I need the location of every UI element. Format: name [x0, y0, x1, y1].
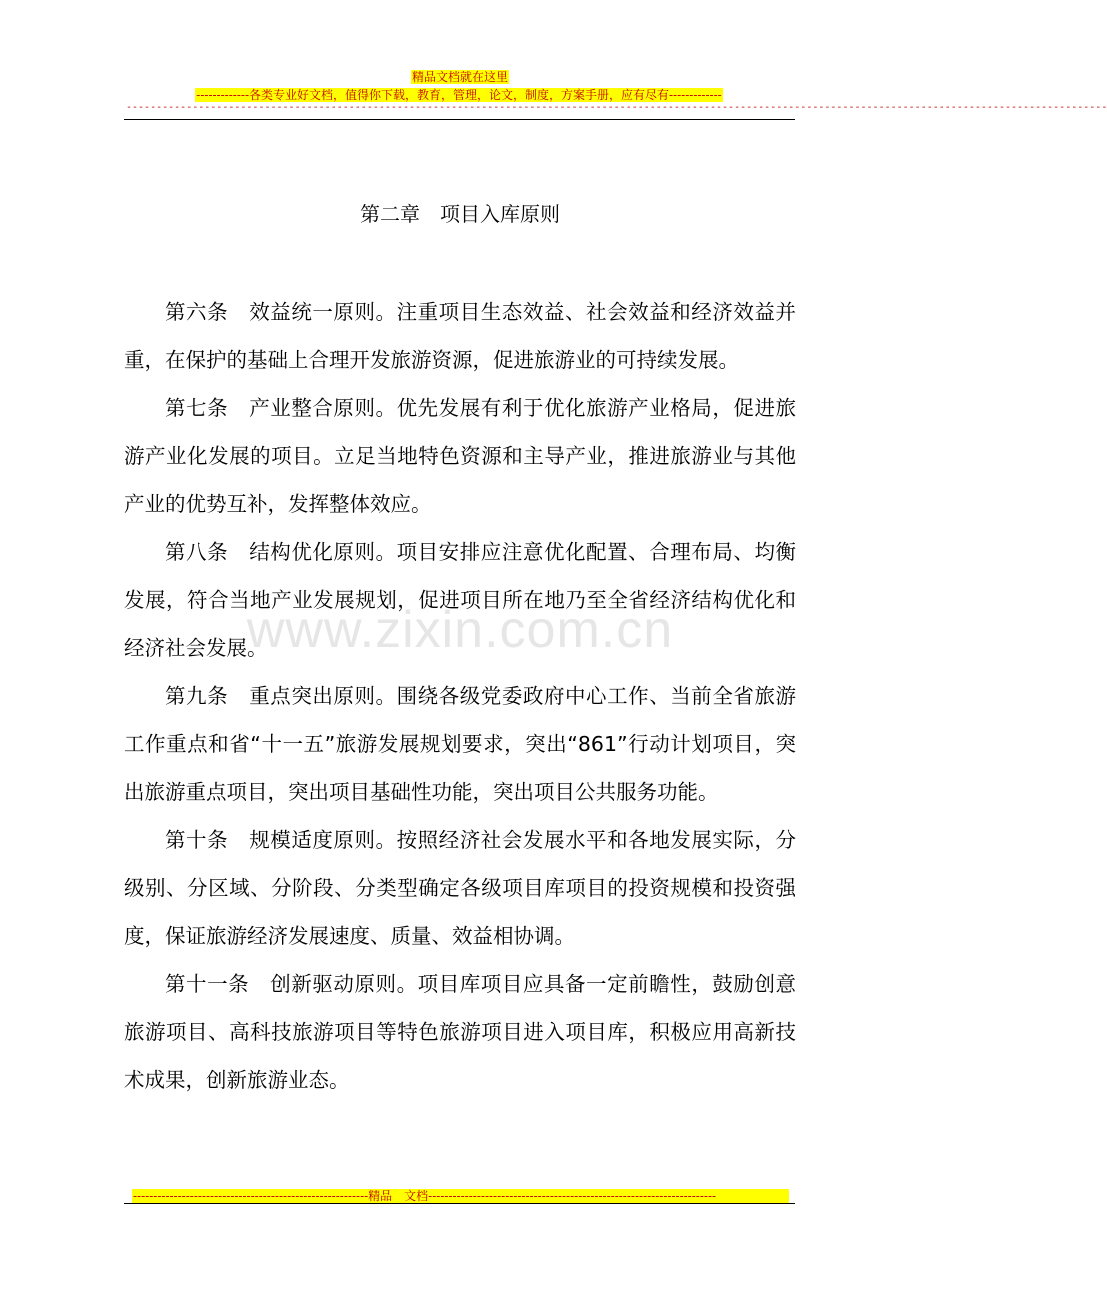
footer — [132, 1185, 787, 1204]
header-tagline-text: -------------各类专业好文档，值得你下载，教育，管理，论文，制度，方案手册，应有尽有------------- — [196, 88, 722, 102]
article-text: 结构优化原则。项目安排应注意优化配置、合理布局、均衡发展，符合当地产业发展规划，促进项目所在地乃至全省经济结构优化和经济社会发展。 — [124, 540, 797, 660]
article-paragraph — [124, 528, 796, 672]
article-paragraph — [124, 384, 796, 528]
article-paragraph — [124, 672, 796, 816]
header-title — [0, 66, 920, 85]
footer-rule — [124, 1203, 795, 1204]
article-text: 重点突出原则。围绕各级党委政府中心工作、当前全省旅游工作重点和省“十一五”旅游发展规划要求，突出“861”行动计划项目，突出旅游重点项目，突出项目基础性功能，突出项目公共服务功能。 — [124, 684, 797, 804]
article-number: 第十条 — [165, 828, 229, 852]
article-text: 效益统一原则。注重项目生态效益、社会效益和经济效益并重，在保护的基础上合理开发旅游资源，促进旅游业的可持续发展。 — [124, 300, 797, 372]
article-number: 第七条 — [165, 396, 229, 420]
header-title-text: 精品文档就在这里 — [411, 70, 508, 84]
article-number: 第六条 — [165, 300, 229, 324]
article-number: 第十一条 — [165, 972, 250, 996]
article-number: 第九条 — [165, 684, 229, 708]
chapter-title: 第二章 项目入库原则 — [360, 202, 560, 226]
article-number: 第八条 — [165, 540, 229, 564]
footer-text: ----------------------------------------------------------精品 文档----------------------------------------------------------------------- — [132, 1189, 789, 1204]
article-paragraph — [124, 288, 796, 384]
header-dash-line: ------------------------------------------------------------------------------------------------------------------------------------------------------------------- — [126, 102, 1107, 113]
article-text: 规模适度原则。按照经济社会发展水平和各地发展实际，分级别、分区域、分阶段、分类型确定各级项目库项目的投资规模和投资强度，保证旅游经济发展速度、质量、效益相协调。 — [124, 828, 797, 948]
header-rule — [124, 119, 795, 120]
article-text: 产业整合原则。优先发展有利于优化旅游产业格局，促进旅游产业化发展的项目。立足当地特色资源和主导产业，推进旅游业与其他产业的优势互补，发挥整体效应。 — [124, 396, 797, 516]
document-body — [124, 288, 796, 1104]
watermark: www.zixin.com.cn — [246, 601, 674, 659]
article-paragraph — [124, 816, 796, 960]
header-tagline — [152, 84, 766, 103]
article-text: 创新驱动原则。项目库项目应具备一定前瞻性，鼓励创意旅游项目、高科技旅游项目等特色旅游项目进入项目库，积极应用高新技术成果，创新旅游业态。 — [124, 972, 797, 1092]
article-paragraph — [124, 960, 796, 1104]
